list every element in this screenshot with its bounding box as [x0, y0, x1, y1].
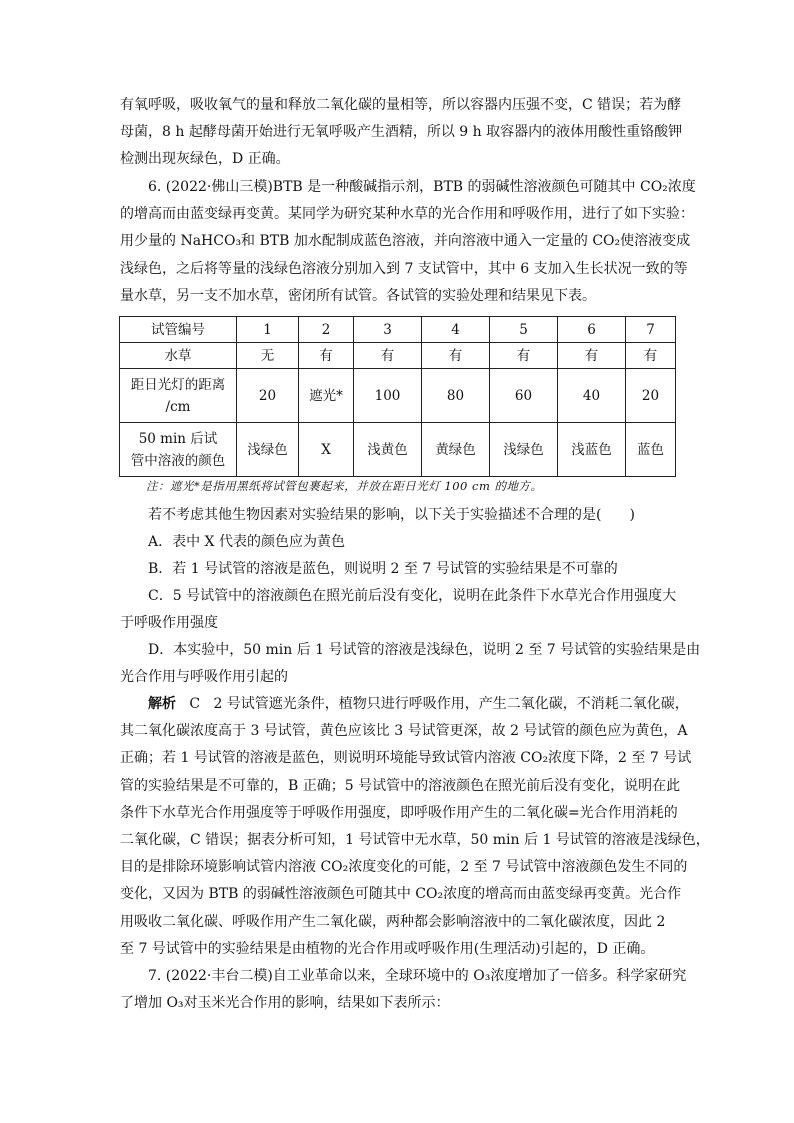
table-cell: 100: [354, 369, 422, 423]
text-line: 至 7 号试管中的实验结果是由植物的光合作用或呼吸作用(生理活动)引起的，D 正确。: [120, 940, 655, 957]
table-cell: 有: [422, 343, 490, 369]
table-cell: 有: [490, 343, 558, 369]
table-cell: 浅黄色: [354, 423, 422, 477]
text-line: [120, 691, 689, 718]
text-line: 二氧化碳，C 错误；据表分析可知，1 号试管中无水草，50 min 后 1 号试管的溶液是浅绿色，: [120, 831, 710, 848]
text-line: 了增加 O₃对玉米光合作用的影响，结果如下表所示：: [120, 995, 450, 1012]
table-cell: 无: [237, 343, 299, 369]
table-cell: 黄绿色: [422, 423, 490, 477]
table-cell: 蓝色: [626, 423, 676, 477]
table-cell: 遮光*: [299, 369, 354, 423]
table-cell: 水草: [120, 343, 237, 369]
text-line: 量水草，另一支不加水草，密闭所有试管。各试管的实验处理和结果见下表。: [120, 287, 596, 304]
intro-paragraph: [120, 92, 683, 174]
text-line: 浅绿色，之后将等量的浅绿色溶液分别加入到 7 支试管中，其中 6 支加入生长状况一致的等: [120, 260, 688, 277]
text-line: 管的实验结果是不可靠的，B 正确；5 号试管中的溶液颜色在照光前后没有变化，说明在此: [120, 777, 681, 794]
table-cell: 有: [354, 343, 422, 369]
option-b: B．若 1 号试管的溶液是蓝色，则说明 2 至 7 号试管的实验结果是不可靠的: [148, 561, 618, 577]
text-line: 用少量的 NaHCO₃和 BTB 加水配制成蓝色溶液，并向溶液中通入一定量的 CO₂使溶液变成: [120, 233, 691, 250]
table-cell: 4: [422, 317, 490, 343]
table-note: 注：遮光*是指用黑纸将试管包裹起来，并放在距日光灯 100 cm 的地方。: [146, 479, 543, 493]
table-row: [120, 317, 676, 343]
text-line: 的增高而由蓝变绿再变黄。某同学为研究某种水草的光合作用和呼吸作用，进行了如下实验：: [120, 206, 694, 223]
option-a: A．表中 X 代表的颜色应为黄色: [148, 534, 345, 550]
table-row: [120, 423, 676, 477]
table-cell: 1: [237, 317, 299, 343]
table-cell: 试管编号: [120, 317, 237, 343]
text-line: 检测出现灰绿色，D 正确。: [120, 151, 290, 168]
analysis-text: 2 号试管遮光条件，植物只进行呼吸作用，产生二氧化碳，不消耗二氧化碳，: [213, 696, 689, 712]
question-7-stem: [120, 963, 687, 1017]
text-line: 目的是排除环境影响试管内溶液 CO₂浓度变化的可能，2 至 7 号试管中溶液颜色发生不同的: [120, 859, 688, 876]
experiment-table: [119, 316, 676, 477]
text-line: 7. (2022·丰台二模)自工业革命以来，全球环境中的 O₃浓度增加了一倍多。科学家研究: [148, 968, 687, 984]
option-d-line2: [120, 664, 674, 691]
table-cell: 40: [558, 369, 626, 423]
analysis-paragraph: [120, 691, 710, 963]
text-line: 条件下水草光合作用强度等于呼吸作用强度，即呼吸作用产生的二氧化碳=光合作用消耗的: [120, 804, 678, 821]
table-cell: 5: [490, 317, 558, 343]
table-cell: 2: [299, 317, 354, 343]
table-cell: 60: [490, 369, 558, 423]
table-row-header: [120, 369, 237, 423]
text-line: 用吸收二氧化碳、呼吸作用产生二氧化碳，两种都会影响溶液中的二氧化碳浓度，因此 2: [120, 913, 666, 930]
question-sentence: 若不考虑其他生物因素对实验结果的影响，以下关于实验描述不合理的是( ): [148, 507, 635, 523]
text-line: 于呼吸作用强度: [120, 615, 218, 631]
table-row: [120, 343, 676, 369]
table-cell: 3: [354, 317, 422, 343]
table-row: [120, 369, 676, 423]
table-row-header: [120, 423, 237, 477]
text-line: 其二氧化碳浓度高于 3 号试管，黄色应该比 3 号试管更深，故 2 号试管的颜色应为黄色，A: [120, 723, 688, 740]
table-cell: 浅蓝色: [558, 423, 626, 477]
table-cell: 6: [558, 317, 626, 343]
question-6-stem: [120, 174, 696, 310]
text-line: 变化，又因为 BTB 的弱碱性溶液颜色可随其中 CO₂浓度的增高而由蓝变绿再变黄。光合作: [120, 886, 682, 903]
header-line: 距日光灯的距离: [130, 376, 226, 393]
table-cell: 有: [558, 343, 626, 369]
table-cell: 浅绿色: [237, 423, 299, 477]
option-c-line2: [120, 610, 674, 637]
text-line: 母菌，8 h 起酵母菌开始进行无氧呼吸产生酒精，所以 9 h 取容器内的液体用酸性重铬酸钾: [120, 124, 683, 141]
header-line: 管中溶液的颜色: [130, 452, 226, 469]
table-cell: 7: [626, 317, 676, 343]
table-cell: 80: [422, 369, 490, 423]
table-cell: 有: [626, 343, 676, 369]
header-line: /cm: [165, 398, 191, 415]
option-d-line1: D．本实验中，50 min 后 1 号试管的溶液是浅绿色，说明 2 至 7 号试管的实验结果是由: [148, 642, 701, 658]
table-cell: 20: [237, 369, 299, 423]
option-c-line1: C．5 号试管中的溶液颜色在照光前后没有变化，说明在此条件下水草光合作用强度大: [148, 588, 677, 604]
table-cell: 20: [626, 369, 676, 423]
text-line: 光合作用与呼吸作用引起的: [120, 669, 288, 685]
text-line: 有氧呼吸，吸收氧气的量和释放二氧化碳的量相等，所以容器内压强不变，C 错误；若为酵: [120, 97, 682, 113]
header-line: 50 min 后试: [138, 430, 218, 447]
table-cell: X: [299, 423, 354, 477]
table-cell: 浅绿色: [490, 423, 558, 477]
table-cell: 有: [299, 343, 354, 369]
text-line: 正确；若 1 号试管的溶液是蓝色，则说明环境能导致试管内溶液 CO₂浓度下降，2 至 7 号试: [120, 750, 692, 767]
analysis-answer: C: [189, 696, 201, 712]
analysis-label: 解析: [148, 696, 176, 712]
text-line: 6. (2022·佛山三模)BTB 是一种酸碱指示剂，BTB 的弱碱性溶液颜色可随其中 CO₂浓度: [148, 179, 696, 195]
